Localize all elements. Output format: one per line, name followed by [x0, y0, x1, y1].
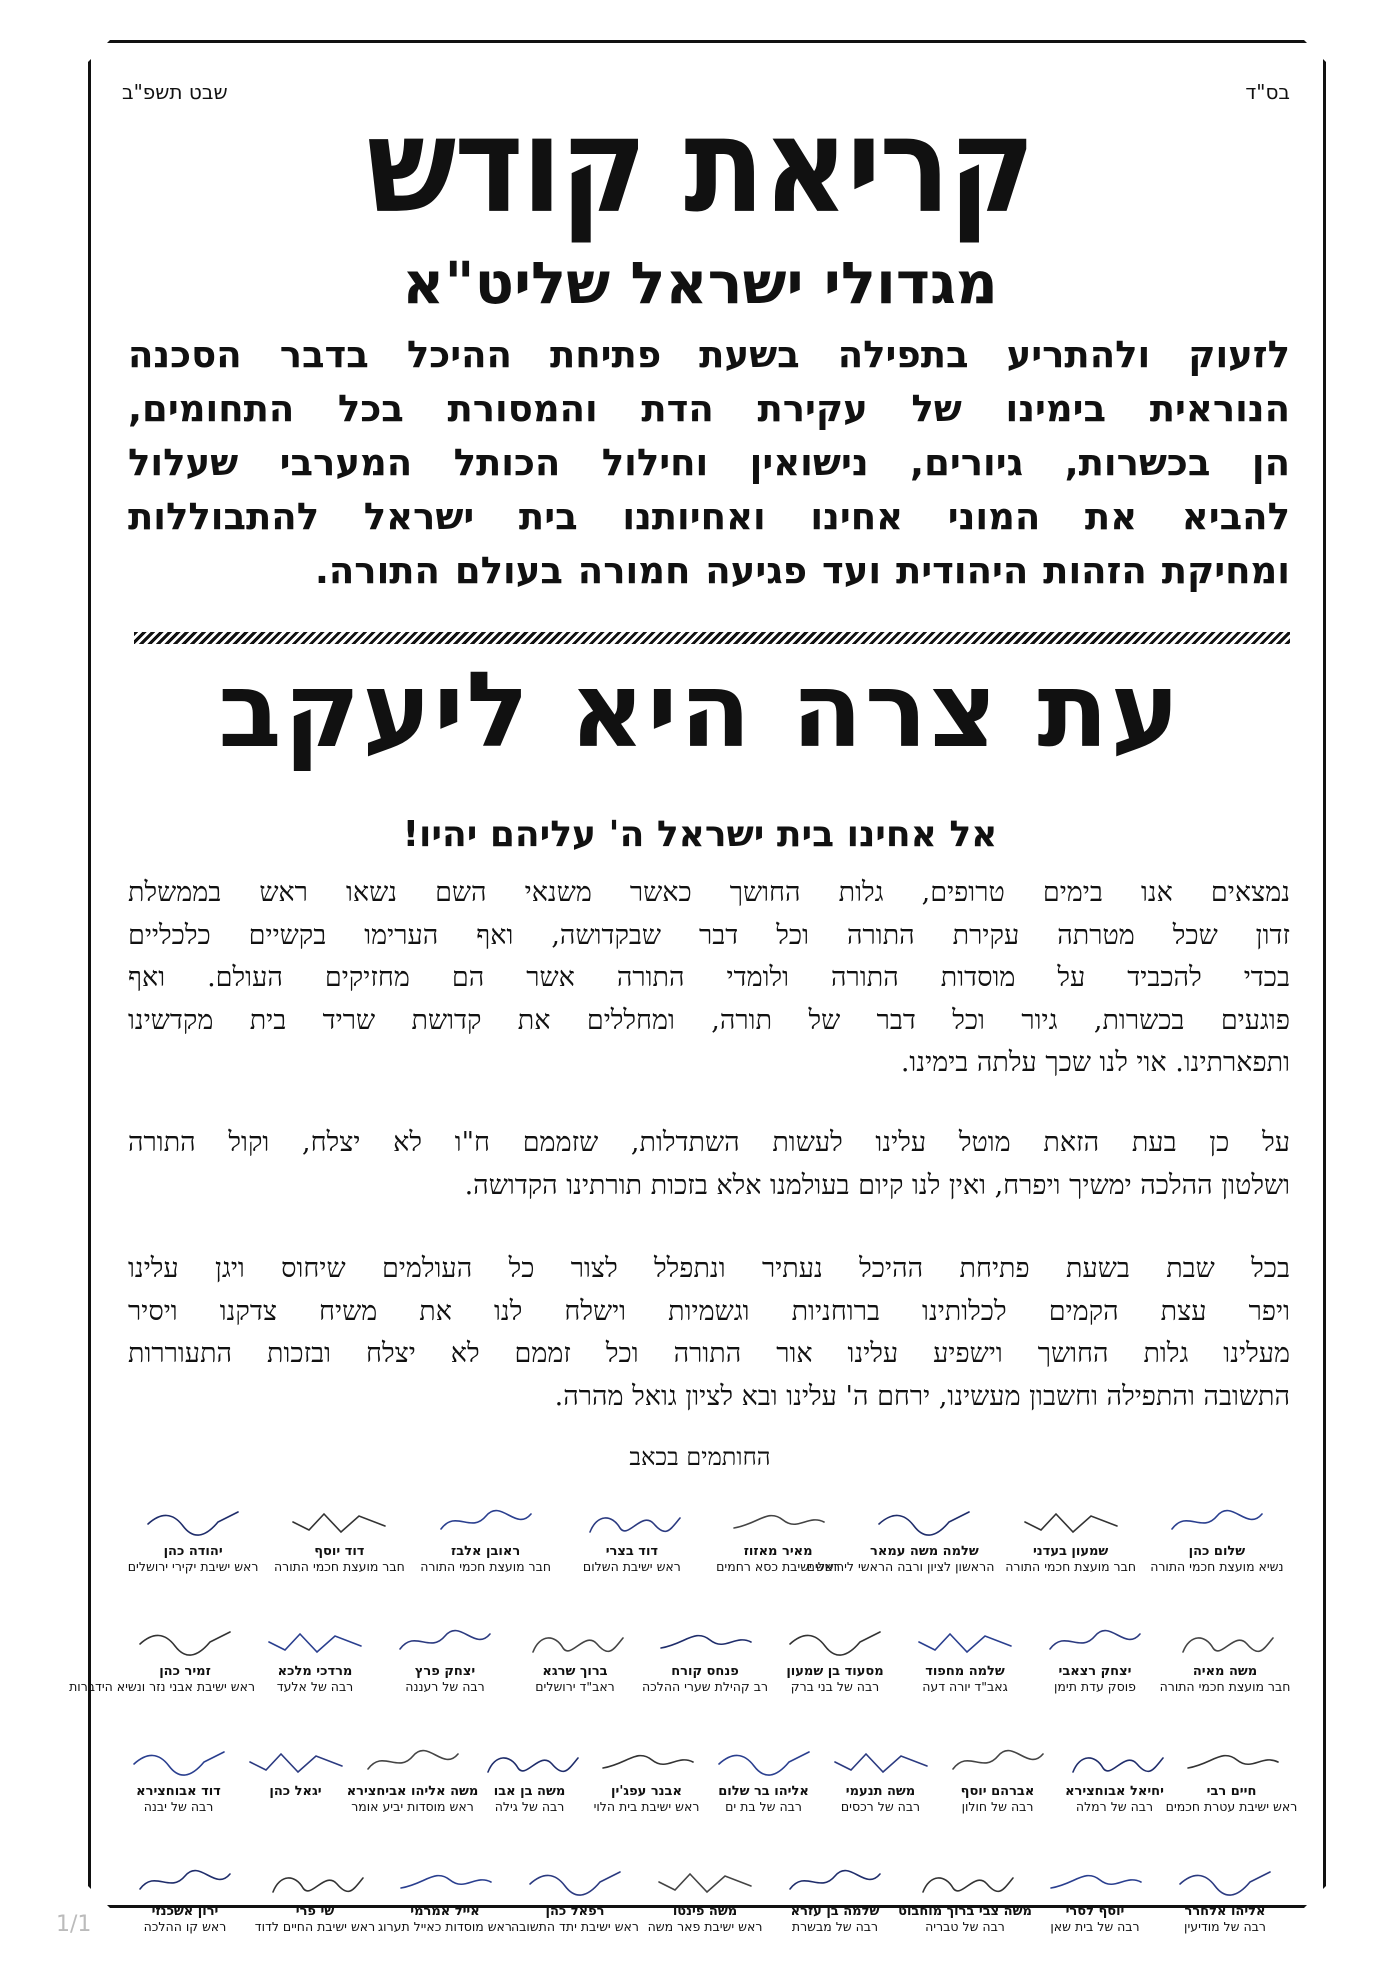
handwritten-signature-icon	[123, 1500, 263, 1540]
signatory-name: מרדכי מלכא	[277, 1664, 353, 1679]
signatory-role: רבה של טבריה	[925, 1919, 1005, 1934]
signatory-role: ראש מוסדות יביע אומר	[351, 1799, 474, 1814]
signatory	[1025, 1620, 1165, 1695]
signatory	[109, 1740, 249, 1815]
body-line: נמצאים אנו בימים טרופים, גלות החושך כאשר משנאי השם נשאו ראש בממשלת	[128, 877, 1290, 908]
handwritten-signature-icon	[1155, 1620, 1295, 1660]
handwritten-signature-icon	[635, 1860, 775, 1900]
call-line: לזעוק ולהתריע בתפילה בשעת פתיחת ההיכל בדבר הסכנה	[128, 333, 1290, 376]
signatory-role: הראשון לציון ורבה הראשי לירושלים	[806, 1559, 995, 1574]
signers-row	[110, 1860, 1290, 1980]
signatory-name: משה מאיה	[1192, 1664, 1258, 1679]
signatory-name: ראובן אלבז	[451, 1544, 521, 1559]
handwritten-signature-icon	[115, 1860, 255, 1900]
handwritten-signature-icon	[635, 1620, 775, 1660]
handwritten-signature-icon	[1025, 1620, 1165, 1660]
handwritten-signature-icon	[115, 1620, 255, 1660]
signatory	[1155, 1620, 1295, 1695]
signatory-role: גאב"ד יורה דעה	[922, 1679, 1008, 1694]
handwritten-signature-icon	[505, 1620, 645, 1660]
signatory	[375, 1620, 515, 1695]
signatory-name: משה צבי ברוך מוחבוט	[898, 1904, 1032, 1919]
signatory-role: ראש ישיבת עטרת חכמים	[1165, 1799, 1298, 1814]
signatory-role: ראש ישיבת יתד התשובה	[511, 1919, 639, 1934]
bsd-mark: בס"ד	[1245, 80, 1290, 104]
page-indicator: 1/1	[56, 1912, 92, 1937]
handwritten-signature-icon	[895, 1620, 1035, 1660]
signatory-name: דוד יוסף	[314, 1544, 365, 1559]
signatory-name: משה אליהו אביחצירא	[346, 1784, 479, 1799]
body-paragraph-1	[128, 872, 1290, 1085]
signatory-role: רבה של רעננה	[405, 1679, 485, 1694]
signatory	[69, 1620, 255, 1695]
signatory-role: ראש ישיבת בית הלוי	[593, 1799, 700, 1814]
signatory-name: שלמה משה עמאר	[870, 1544, 979, 1559]
signatory	[269, 1500, 409, 1575]
signatory-role: ראש ישיבת יקירי ירושלים	[127, 1559, 259, 1574]
signatory-role: נשיא מועצת חכמי התורה	[1150, 1559, 1284, 1574]
signatory	[806, 1500, 995, 1575]
signatory	[505, 1860, 645, 1935]
signatory-name: מסעוד בן שמעון	[786, 1664, 884, 1679]
signatory-name: אבנר עפג'ין	[611, 1784, 682, 1799]
body-line: זדון שכל מטרתה עקירת התורה וכל דבר שבקדושה, ואף הערימו בקשיים כלכליים	[128, 919, 1290, 951]
body-line: ותפארתינו. אוי לנו שכך עלתה בימינו.	[900, 1047, 1290, 1078]
signatory-name: דוד בצרי	[605, 1544, 659, 1559]
signers-title: החותמים בכאב	[629, 1443, 771, 1471]
signatory-role: רבה של רמלה	[1075, 1799, 1154, 1814]
signatory-name: משה פינטו	[672, 1904, 738, 1919]
signatory-role: חבר מועצת חכמי התורה	[273, 1559, 405, 1574]
signatory-role: רבה של מבשרת	[791, 1919, 879, 1934]
hatched-divider	[134, 632, 1290, 644]
signatory-name: מאיר מאזוז	[743, 1544, 813, 1559]
signatory-name: זמיר כהן	[159, 1664, 211, 1679]
signatory-role: ראש ישיבת אבני נזר ונשיא הידברות	[69, 1679, 255, 1694]
subtitle: מגדולי ישראל שליט"א	[402, 249, 998, 317]
signatory	[895, 1860, 1035, 1935]
handwritten-signature-icon	[375, 1860, 515, 1900]
signatory-role: ראש ישיבת כסא רחמים	[716, 1559, 841, 1574]
body-line: בכל שבת בשעת פתיחת ההיכל נעתיר ונתפלל לצור כל העולמים שיחוס ויגן עלינו	[128, 1253, 1290, 1284]
main-title: קריאת קודש	[366, 87, 1034, 243]
body-line: ויפר עצת הקמים לכלותינו ברוחניות וגשמיות וישלח לנו את משיח צדקנו ויסיר	[128, 1295, 1290, 1327]
handwritten-signature-icon	[375, 1620, 515, 1660]
body-paragraph-3	[128, 1248, 1290, 1418]
signatory-role: ראש ישיבת השלום	[582, 1559, 681, 1574]
signatory-name: חיים רבי	[1206, 1784, 1257, 1799]
signatory-name: יוסף לסרי	[1065, 1904, 1125, 1919]
body-line: התשובה והתפילה וחשבון מעשינו, ירחם ה' עלינו ובא לציון גואל מהרה.	[554, 1380, 1290, 1412]
signatory-name: יגאל כהן	[269, 1784, 322, 1799]
signatory	[1155, 1860, 1295, 1935]
signatory-role: רב קהילת שערי ההלכה	[641, 1679, 769, 1694]
signatory-role: חבר מועצת חכמי התורה	[420, 1559, 552, 1574]
signatory-name: יצחק רצאבי	[1058, 1664, 1132, 1679]
signatory	[765, 1860, 905, 1935]
signatory	[245, 1860, 385, 1935]
signatory	[895, 1620, 1035, 1695]
signatory	[635, 1860, 775, 1935]
signatory	[1147, 1500, 1287, 1575]
signatory	[1025, 1860, 1165, 1935]
signatory-role: ראש ישיבת פאר משה	[647, 1919, 763, 1934]
call-line: הנוראית בימינו של עקירת הדת והמסורת בכל התחומים,	[128, 387, 1290, 430]
signatory	[115, 1860, 255, 1935]
signatory-name: שלמה בן עזרא	[790, 1904, 880, 1919]
handwritten-signature-icon	[765, 1620, 905, 1660]
body-line: מעלינו גלות החושך וישפיע עלינו אור התורה וכל זממם לא יצלח ובזכות התעוררות	[128, 1338, 1290, 1369]
signatory-name: ברוך שרגא	[542, 1664, 608, 1679]
handwritten-signature-icon	[854, 1500, 994, 1540]
signatory-name: שלום כהן	[1188, 1544, 1246, 1559]
signatory-name: פנחס קורח	[671, 1664, 739, 1679]
handwritten-signature-icon	[109, 1740, 249, 1780]
signatory	[562, 1500, 702, 1575]
signatory	[123, 1500, 263, 1575]
signatory-name: שי פרי	[295, 1904, 335, 1919]
slogan: עת צרה היא ליעקב	[218, 649, 1182, 771]
signatory-name: יחיאל אבוחצירא	[1065, 1784, 1164, 1799]
signatory	[245, 1620, 385, 1695]
signatory	[416, 1500, 556, 1575]
signatory-role: רבה של בני ברק	[790, 1679, 880, 1694]
signatory-name: רפאל כהן	[545, 1904, 605, 1919]
signatory-name: משה תנעמי	[845, 1784, 916, 1799]
signatory-role: רבה של רכסים	[840, 1799, 921, 1814]
signatory-name: אברהם יוסף	[960, 1784, 1035, 1799]
handwritten-signature-icon	[245, 1620, 385, 1660]
signatory-role: רבה של גילה	[494, 1799, 565, 1814]
signatory	[505, 1620, 645, 1695]
signatory-name: אליהו בר שלום	[718, 1784, 809, 1799]
signatory-name: יהודה כהן	[163, 1544, 223, 1559]
signatory-role: רבה של מודיעין	[1184, 1919, 1266, 1934]
signatory	[1001, 1500, 1141, 1575]
signatory-role: רבה של בת ים	[725, 1799, 802, 1814]
handwritten-signature-icon	[416, 1500, 556, 1540]
call-line: להביא את המוני אחינו ואחיותנו בית ישראל להתבוללות	[128, 495, 1290, 538]
handwritten-signature-icon	[1001, 1500, 1141, 1540]
call-line: ומחיקת הזהות היהודית ועד פגיעה חמורה בעולם התורה.	[314, 549, 1290, 592]
signatory	[708, 1500, 848, 1575]
signatory-role: רבה של בית שאן	[1050, 1919, 1140, 1934]
hebrew-date: שבט תשפ"ב	[122, 80, 228, 104]
handwritten-signature-icon	[245, 1860, 385, 1900]
signatory	[375, 1860, 515, 1935]
signatory-role: חבר מועצת חכמי התורה	[1159, 1679, 1291, 1694]
signatory-role: רבה של אלעד	[276, 1679, 354, 1694]
handwritten-signature-icon	[895, 1860, 1035, 1900]
body-paragraph-2	[128, 1122, 1290, 1207]
signatory-name: משה בן אבו	[493, 1784, 566, 1799]
signatory-name: אייל אמרמי	[410, 1904, 480, 1919]
call-line: הן בכשרות, גיורים, נישואין וחילול הכותל המערבי שעלול	[128, 441, 1290, 484]
handwritten-signature-icon	[1155, 1860, 1295, 1900]
handwritten-signature-icon	[708, 1500, 848, 1540]
signers-row	[110, 1740, 1298, 1860]
handwritten-signature-icon	[765, 1860, 905, 1900]
signatory-role: רבה של יבנה	[143, 1799, 214, 1814]
signatory-role: ראש קו ההלכה	[143, 1919, 227, 1934]
address-heading: אל אחינו בית ישראל ה' עליהם יהיו!	[402, 814, 998, 855]
signatory-name: דוד אבוחצירא	[136, 1784, 221, 1799]
signatory-role: ראש מוסדות כאייל תערוג	[378, 1919, 512, 1934]
signatory	[765, 1620, 905, 1695]
signatory-role: ראש ישיבת החיים לדוד	[254, 1919, 376, 1934]
signers-row	[110, 1500, 1290, 1620]
handwritten-signature-icon	[562, 1500, 702, 1540]
body-line: על כן בעת הזאת מוטל עלינו לעשות השתדלות, שזממם ח"ו לא יצלח, וקול התורה	[128, 1127, 1290, 1158]
body-line: ושלטון ההלכה ימשיך ויפרח, ואין לנו קיום בעולמנו אלא בזכות תורתינו הקדושה.	[464, 1169, 1290, 1201]
handwritten-signature-icon	[1147, 1500, 1287, 1540]
signers-row	[69, 1620, 1291, 1740]
signatory-name: שלמה מחפוד	[925, 1664, 1005, 1679]
handwritten-signature-icon	[505, 1860, 645, 1900]
signatory-role: חבר מועצת חכמי התורה	[1005, 1559, 1137, 1574]
signatory-role: פוסק עדת תימן	[1054, 1679, 1136, 1694]
signatory	[635, 1620, 775, 1695]
signatory-role: ראב"ד ירושלים	[535, 1679, 615, 1694]
body-line: בכדי להכביד על מוסדות התורה ולומדי התורה אשר הם מחזיקים העולם. ואף	[128, 962, 1290, 993]
signatory-role: רבה של חולון	[961, 1799, 1034, 1814]
signatory-name: אליהו אלחרר	[1184, 1904, 1266, 1919]
handwritten-signature-icon	[1025, 1860, 1165, 1900]
signatory-name: ירון אשכנזי	[151, 1904, 219, 1919]
body-line: פוגעים בכשרות, גיור וכל דבר של תורה, ומחללים את קדושת שריד בית מקדשינו	[128, 1004, 1290, 1036]
signatory-name: שמעון בעדני	[1032, 1544, 1109, 1559]
handwritten-signature-icon	[269, 1500, 409, 1540]
signatory-name: יצחק פרץ	[414, 1664, 476, 1679]
call-paragraph	[128, 328, 1290, 598]
